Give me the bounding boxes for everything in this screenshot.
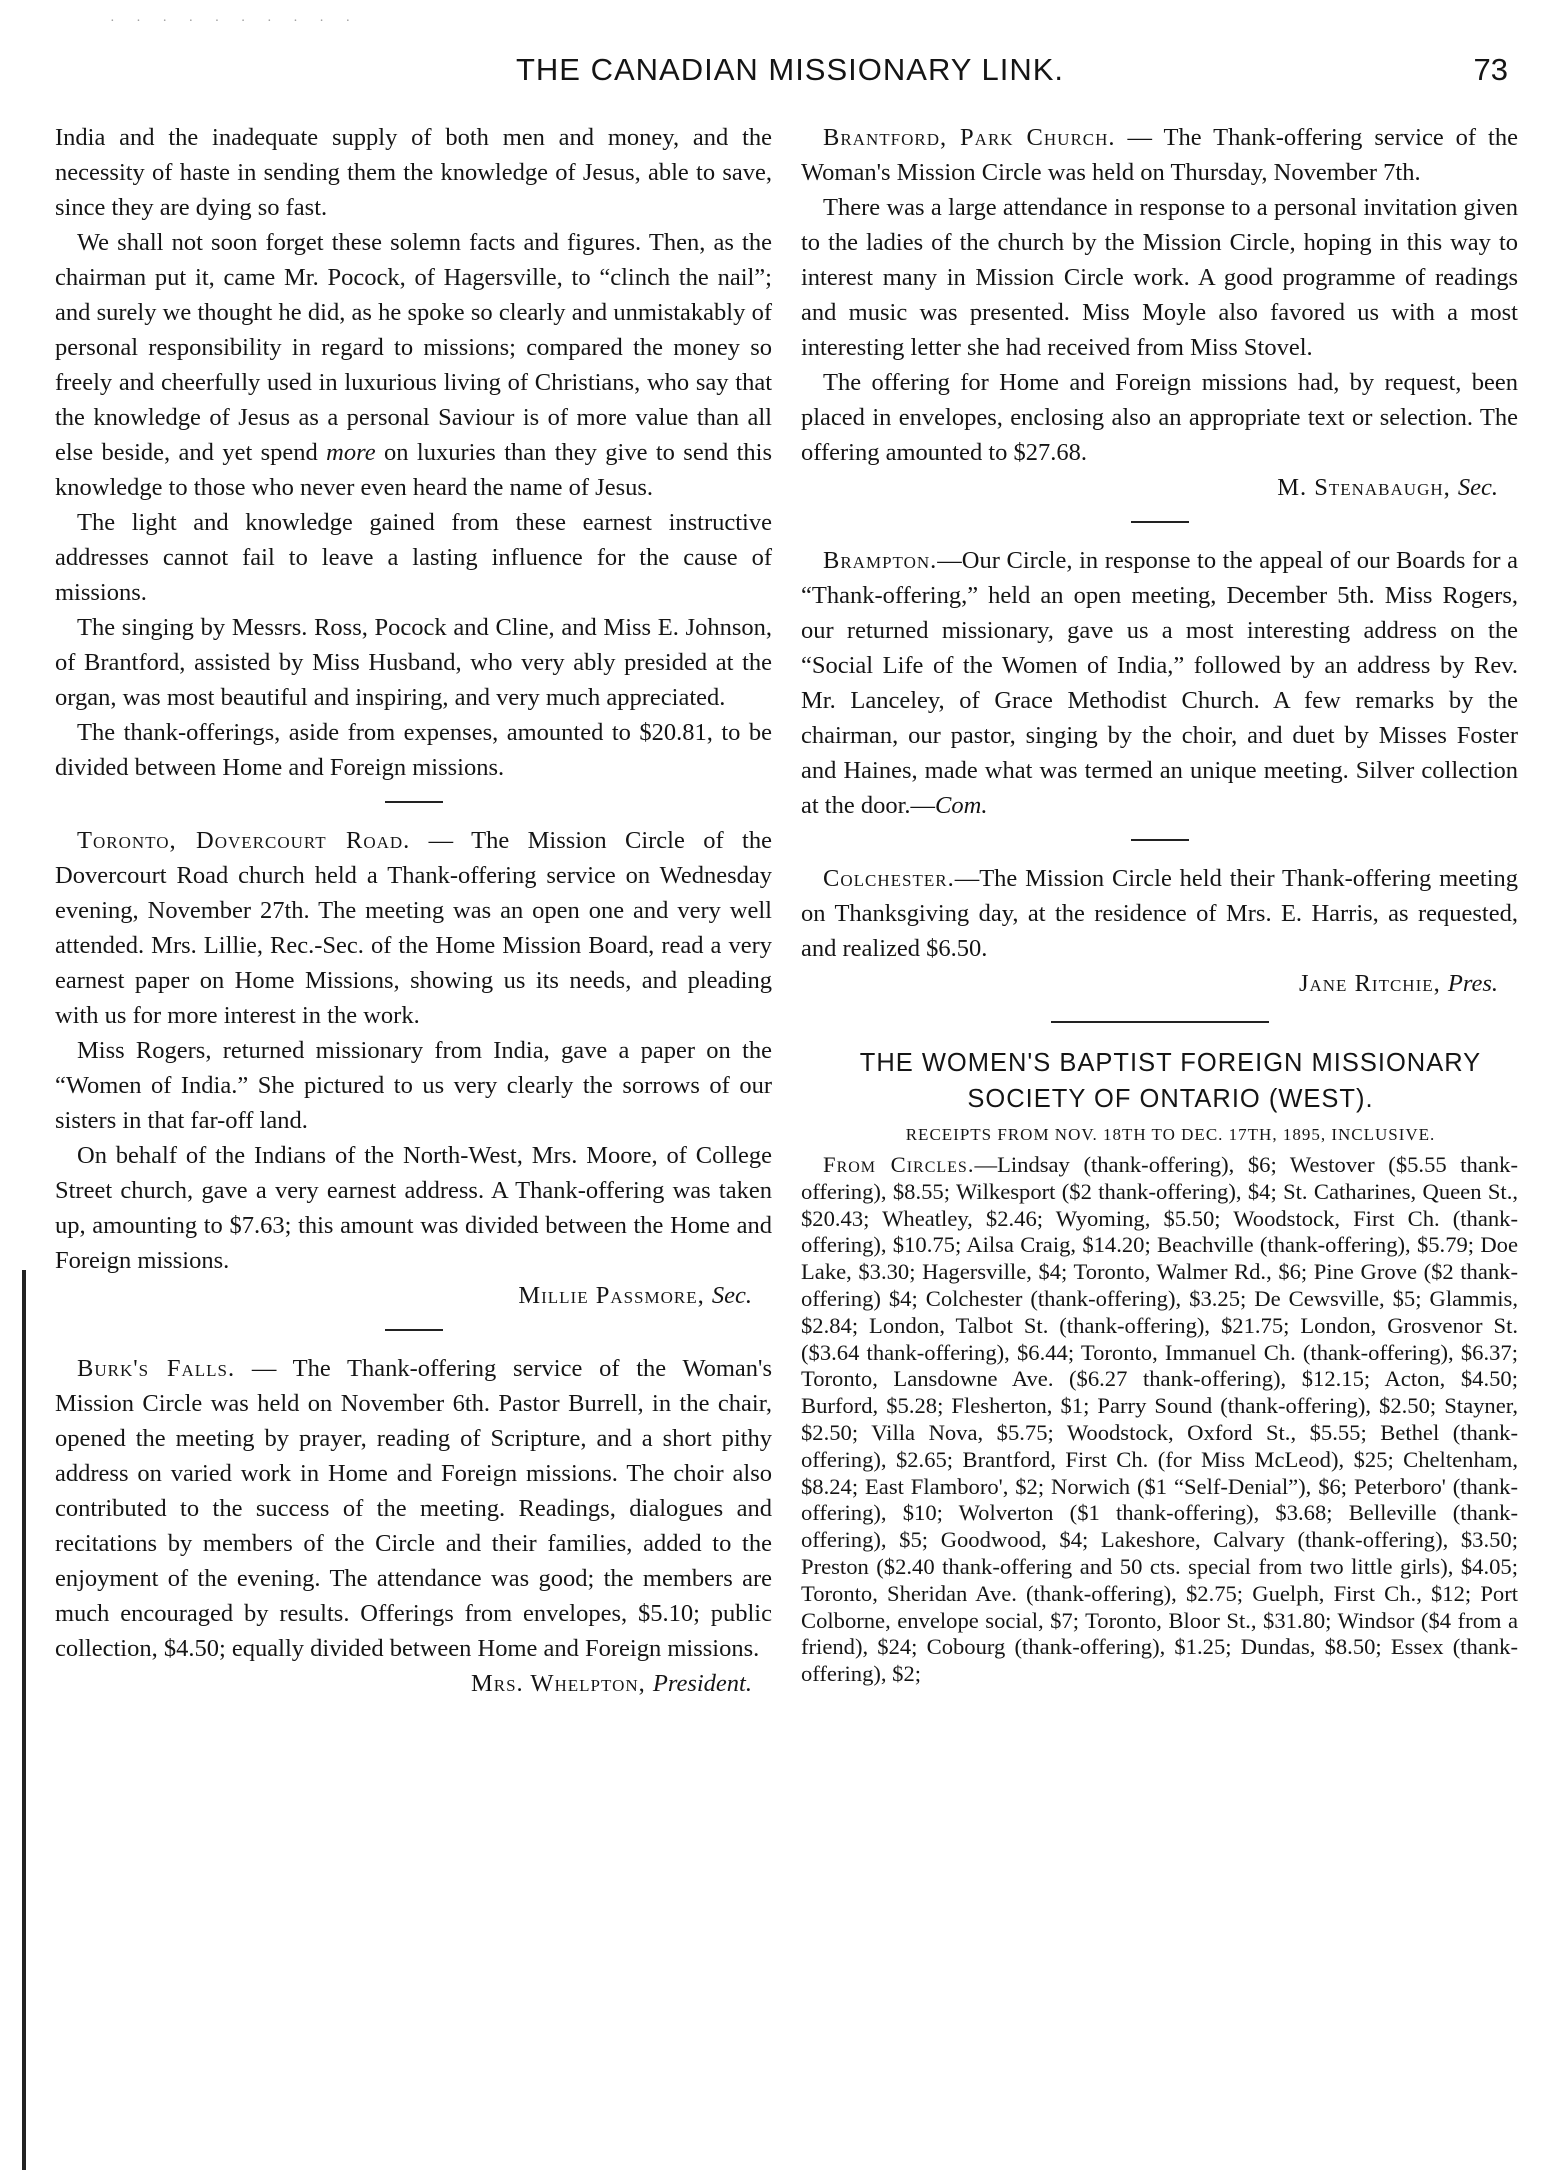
paragraph: India and the inadequate supply of both men and money, and the necessity of haste in sending them the knowledge of Jesus, able to save, since they are dying so fast.: [55, 124, 772, 221]
report-place: Brantford, Park Church.: [823, 124, 1116, 151]
receipts-list: From Circles.—Lindsay (thank-offering), $6; Westover ($5.55 thank-offering), $8.55; Wilkesport ($2 thank-offering), $4; St. Catharines, Queen St., $20.43; Wheatley, $2.46; Wyoming, $5.50; Woodstock, First Ch. (thank-offering), $10.75; Ailsa Craig, $14.20; Beachville (thank-offering), $5.79; Doe Lake, $3.30; Hagersville, $4; Toronto, Walmer Rd., $6; Pine Grove ($2 thank-offering) $4; Colchester (thank-offering), $3.25; De Cewsville, $5; Glammis, $2.84; London, Talbot St. (thank-offering), $21.75; London, Grosvenor St. ($3.64 thank-offering), $6.44; Toronto, Immanuel Ch. (thank-offering), $6.37; Toronto, Lansdowne Ave. ($6.27 thank-offering), $12.15; Acton, $4.50; Burford, $5.28; Flesherton, $1; Parry Sound (thank-offering), $2.50; Stayner, $2.50; Villa Nova, $5.75; Woodstock, Oxford St., $5.55; Bethel (thank-offering), $2.65; Brantford, First Ch. (for Miss McLeod), $25; Cheltenham, $8.24; East Flamboro', $2; Norwich ($1 “Self-Denial”), $6; Peterboro' (thank-offering), $10; Wolverton ($1 thank-offering), $3.68; Belleville (thank-offering), $5; Goodwood, $4; Lakeshore, Calvary (thank-offering), $3.50; Preston ($2.40 thank-offering and 50 cts. special from two little girls), $4.05; Toronto, Sheridan Ave. (thank-offering), $2.75; Guelph, First Ch., $12; Port Colborne, envelope social, $7; Toronto, Bloor St., $31.80; Windsor ($4 from a friend), $24; Cobourg (thank-offering), $1.25; Dundas, $8.50; Essex (thank-offering), $2;: [801, 1152, 1518, 1687]
left-column: [55, 120, 772, 1701]
paragraph: There was a large attendance in response to a personal invitation given to the ladies of the church by the Mission Circle, hoping in this way to interest many in Mission Circle work. A good programme of readings and music was presented. Miss Moyle also favored us with a most interesting letter she had received from Miss Stovel.: [801, 194, 1518, 361]
signature: Jane Ritchie, Pres.: [1298, 970, 1498, 997]
paragraph: We shall not soon forget these solemn facts and figures. Then, as the chairman put it, came Mr. Pocock, of Hagersville, to “clinch the nail”; and surely we thought he did, as he spoke so clearly and unmistakably of personal responsibility in regard to missions; compared the money so freely and cheerfully used in luxurious living of Christians, who say that the knowledge of Jesus as a personal Saviour is of more value than all else beside, and yet spend more on luxuries than they give to send this knowledge to those who never even heard the name of Jesus.: [55, 229, 772, 501]
section-divider: [1131, 521, 1189, 523]
society-title-line: THE WOMEN'S BAPTIST FOREIGN MISSIONARY: [859, 1049, 1482, 1077]
receipts-heading: RECEIPTS FROM NOV. 18TH TO DEC. 17TH, 1895, INCLUSIVE.: [905, 1125, 1436, 1144]
signature: M. Stenabaugh, Sec.: [1277, 474, 1498, 501]
paragraph: The singing by Messrs. Ross, Pocock and Cline, and Miss E. Johnson, of Brantford, assisted by Miss Husband, who very ably presided at the organ, was most beautiful and inspiring, and very much appreciated.: [55, 614, 772, 711]
journal-title: THE CANADIAN MISSIONARY LINK.: [515, 52, 1065, 87]
report-toronto: Toronto, Dovercourt Road. — The Mission Circle of the Dovercourt Road church held a Thank-offering service on Wednesday evening, November 27th. The meeting was an open one and very well attended. Mrs. Lillie, Rec.-Sec. of the Home Mission Board, read a very earnest paper on Home Missions, showing us its needs, and pleading with us for more interest in the work.: [55, 827, 772, 1029]
running-head: [0, 52, 1566, 102]
report-brantford: Brantford, Park Church. — The Thank-offering service of the Woman's Mission Circle was held on Thursday, November 7th.: [801, 124, 1518, 186]
margin-rule: [22, 1270, 26, 2170]
signature: Millie Passmore, Sec.: [518, 1282, 752, 1309]
report-place: Burk's Falls.: [77, 1355, 236, 1382]
page-number: 73: [1473, 52, 1508, 87]
receipts-lead: From Circles.: [823, 1152, 975, 1177]
report-colchester: Colchester.—The Mission Circle held their Thank-offering meeting on Thanksgiving day, at the residence of Mrs. E. Harris, as requested, and realized $6.50.: [801, 865, 1518, 962]
right-column: [801, 120, 1518, 1688]
signature: Mrs. Whelpton, President.: [470, 1670, 752, 1697]
section-divider: [385, 1329, 443, 1331]
section-divider-long: [1051, 1021, 1269, 1023]
section-divider: [1131, 839, 1189, 841]
print-specks: · · · · · · · · · ·: [110, 14, 360, 29]
paragraph: On behalf of the Indians of the North-West, Mrs. Moore, of College Street church, gave a very earnest address. A Thank-offering was taken up, amounting to $7.63; this amount was divided between the Home and Foreign missions.: [55, 1142, 772, 1274]
report-place: Colchester.: [823, 865, 955, 892]
report-place: Brampton.: [823, 547, 938, 574]
section-divider: [385, 801, 443, 803]
paragraph: The thank-offerings, aside from expenses, amounted to $20.81, to be divided between Home and Foreign missions.: [55, 719, 772, 781]
report-place: Toronto, Dovercourt Road.: [77, 827, 411, 854]
report-brampton: Brampton.—Our Circle, in response to the appeal of our Boards for a “Thank-offering,” held an open meeting, December 5th. Miss Rogers, our returned missionary, gave us a most interesting address on the “Social Life of the Women of India,” followed by an address by Rev. Mr. Lanceley, of Grace Methodist Church. A few remarks by the chairman, our pastor, singing by the choir, and duet by Misses Foster and Haines, made what was termed an unique meeting. Silver collection at the door.—Com.: [801, 547, 1518, 819]
paragraph: The offering for Home and Foreign missions had, by request, been placed in envelopes, enclosing also an appropriate text or selection. The offering amounted to $27.68.: [801, 369, 1518, 466]
society-title-line: SOCIETY OF ONTARIO (WEST).: [967, 1085, 1374, 1113]
report-burks-falls: Burk's Falls. — The Thank-offering service of the Woman's Mission Circle was held on November 6th. Pastor Burrell, in the chair, opened the meeting by prayer, reading of Scripture, and a short pithy address on varied work in Home and Foreign missions. The choir also contributed to the success of the meeting. Readings, dialogues and recitations by members of the Circle and their families, added to the enjoyment of the evening. The attendance was good; the members are much encouraged by results. Offerings from envelopes, $5.10; public collection, $4.50; equally divided between Home and Foreign missions.: [55, 1355, 772, 1662]
paragraph: Miss Rogers, returned missionary from India, gave a paper on the “Women of India.” She pictured to us very clearly the sorrows of our sisters in that far-off land.: [55, 1037, 772, 1134]
paragraph: The light and knowledge gained from these earnest instructive addresses cannot fail to leave a lasting influence for the cause of missions.: [55, 509, 772, 606]
